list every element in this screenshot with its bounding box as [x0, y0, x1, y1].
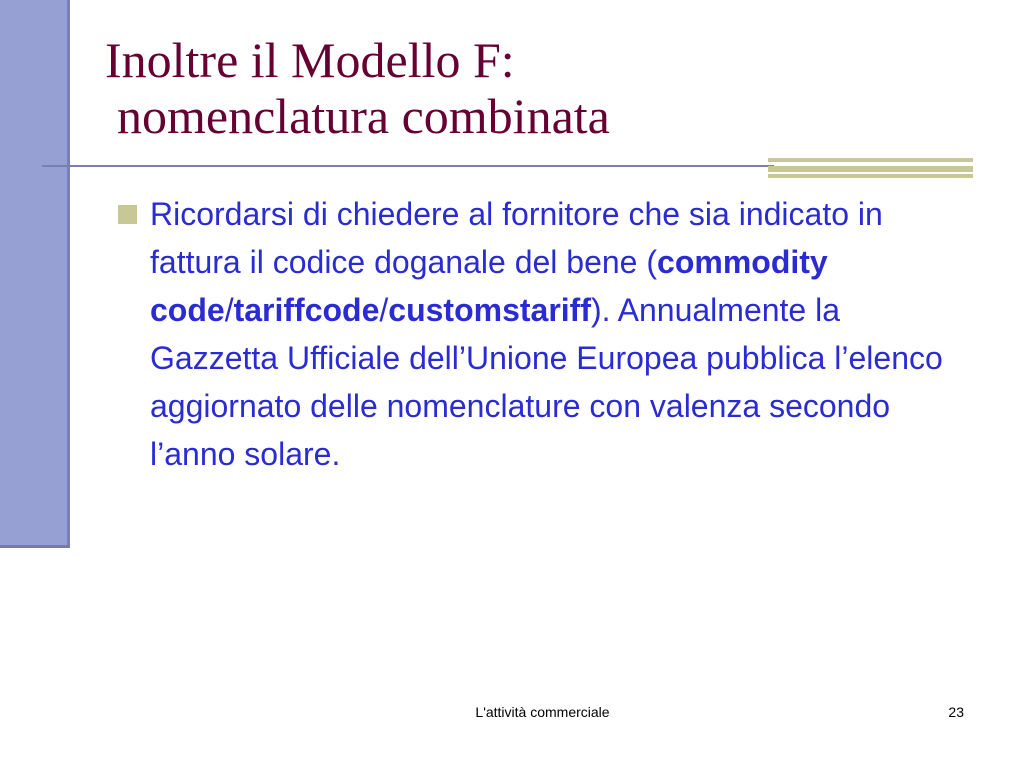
title-divider-line: [42, 165, 774, 167]
title-divider-accent: [768, 158, 973, 178]
accent-band-middle: [768, 166, 973, 172]
bullet-text-outro: ). Annualmente la Gazzetta Ufficiale dell’Unione Europea pubblica l’elenco aggiornato delle nomenclature con valenza secondo l’anno solare.: [150, 292, 943, 472]
accent-band-bottom: [768, 174, 973, 178]
bullet-bold-commodity-code: commodity code: [150, 244, 828, 328]
bullet-separator-1: /: [224, 292, 234, 328]
bullet-list: [112, 190, 972, 478]
accent-band-top: [768, 158, 973, 162]
bullet-bold-tariffcode: tariffcode: [233, 292, 380, 328]
page-number: 23: [948, 704, 964, 720]
slide-title-line-2: nomenclatura combinata: [117, 88, 610, 144]
bullet-separator-2: /: [379, 292, 389, 328]
bullet-text-intro: Ricordarsi di chiedere al fornitore che sia indicato in fattura il codice doganale del bene (: [150, 196, 883, 280]
square-bullet-icon: [118, 205, 137, 224]
left-bar-bottom-edge: [0, 545, 70, 548]
bullet-bold-customstariff: customstariff: [388, 292, 591, 328]
footer-title: L'attività commerciale: [475, 704, 610, 720]
slide-title: [105, 32, 965, 144]
left-bar-shadow: [67, 0, 70, 548]
slide-title-line-1: Inoltre il Modello F:: [105, 32, 515, 88]
left-decorative-bar: [0, 0, 67, 545]
bullet-item: [112, 190, 972, 478]
